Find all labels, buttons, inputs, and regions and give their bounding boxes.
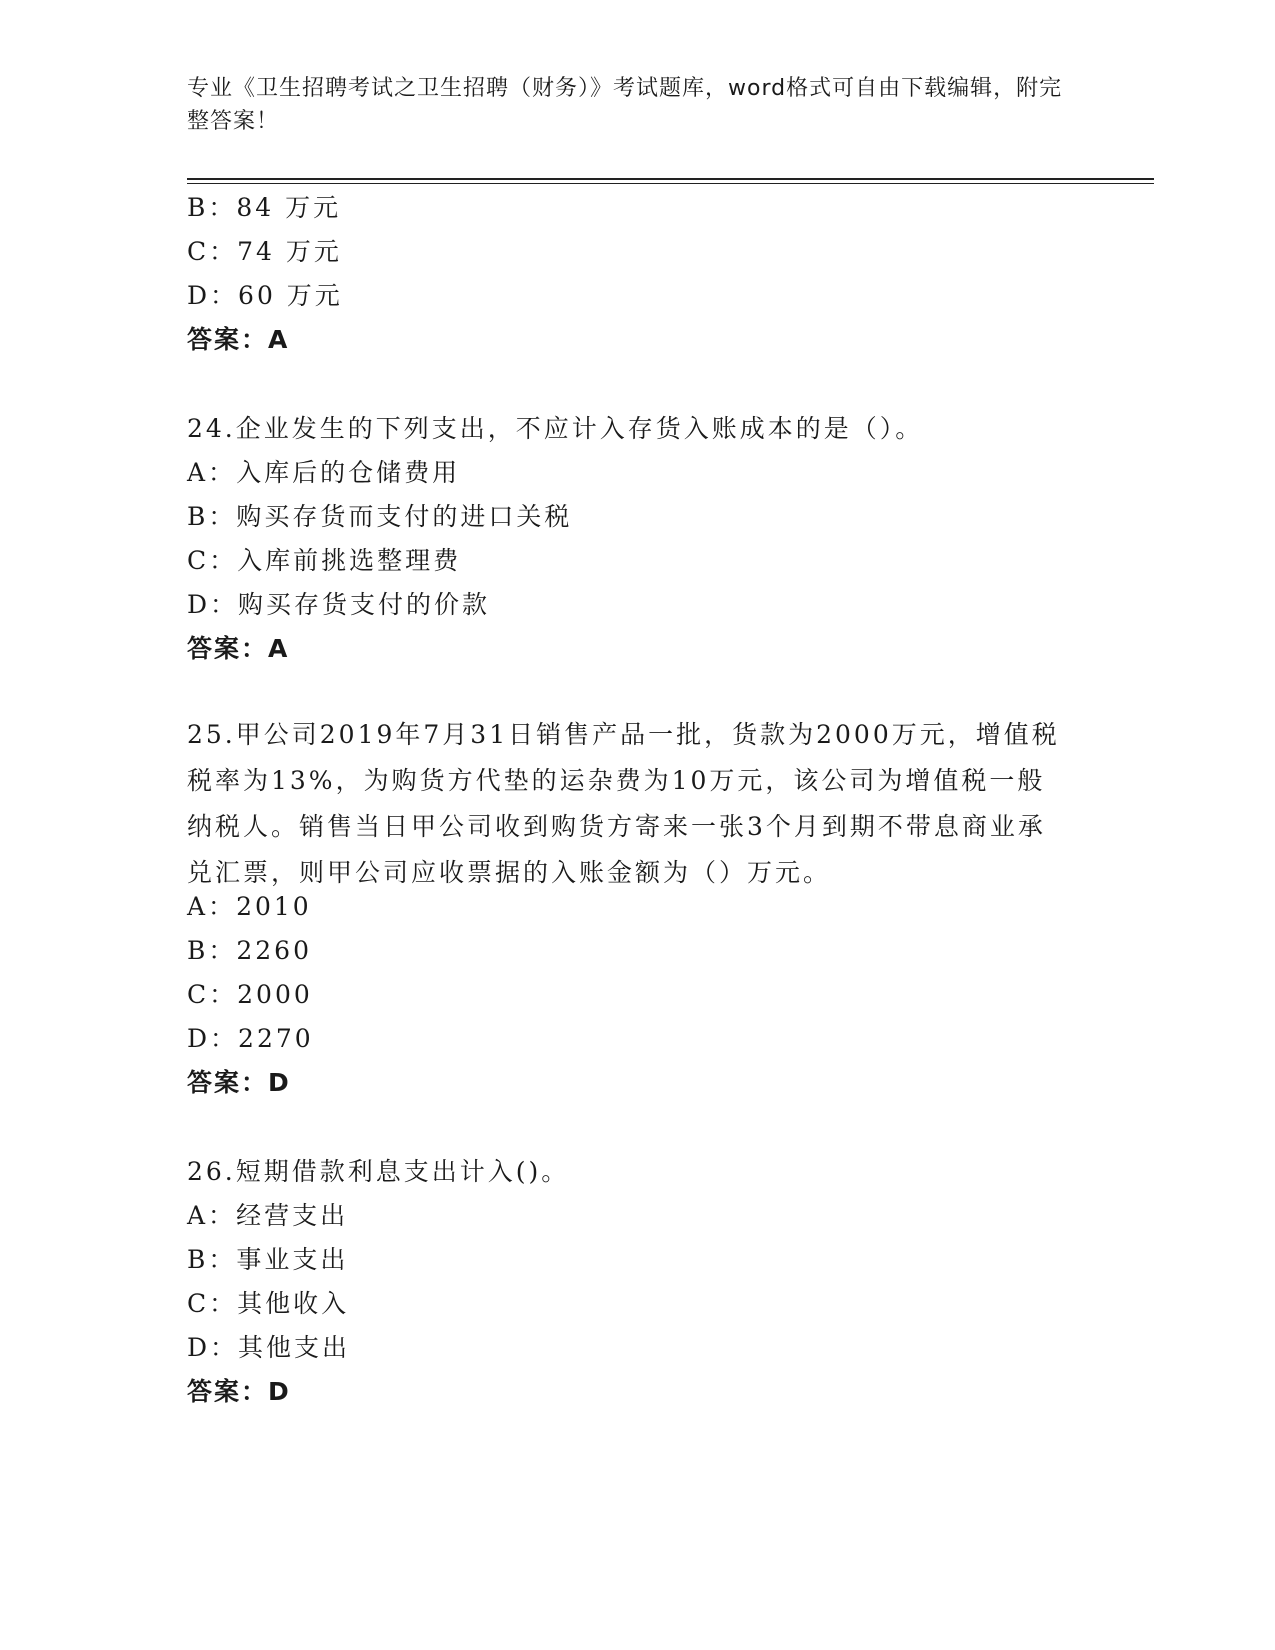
option-label: A： (187, 892, 237, 921)
option-text: 入库前挑选整理费 (237, 546, 462, 575)
answer: 答案：A (187, 634, 290, 663)
option-label: B： (187, 936, 237, 965)
option-label: D： (187, 1333, 239, 1362)
option-text: 事业支出 (236, 1245, 349, 1274)
question-stem: 25.甲公司2019年7月31日销售产品一批，货款为2000万元，增值税税率为13%，为购货方代垫的运杂费为10万元，该公司为增值税一般纳税人。销售当日甲公司收到购货方寄来一张3个月到期不带息商业承兑汇票，则甲公司应收票据的入账金额为（）万元。 (187, 720, 1060, 887)
option-a (187, 892, 312, 922)
option-b (187, 936, 312, 966)
question-stem: 24.企业发生的下列支出，不应计入存货入账成本的是（）。 (187, 414, 924, 443)
option-a (187, 458, 460, 488)
option-text: 其他支出 (238, 1333, 351, 1362)
option-d (187, 1024, 314, 1054)
option-label: A： (187, 1201, 237, 1230)
option-label: B： (187, 502, 237, 531)
answer: 答案：A (187, 325, 290, 354)
option-text: 2010 (236, 892, 312, 921)
option-text: 2000 (237, 980, 313, 1009)
option-c (187, 980, 313, 1010)
option-text: 购买存货而支付的进口关税 (236, 502, 573, 531)
option-d (187, 590, 490, 620)
option-b (187, 193, 341, 223)
option-text: 购买存货支付的价款 (238, 590, 491, 619)
answer: 答案：D (187, 1377, 291, 1406)
question-stem: 26.短期借款利息支出计入()。 (187, 1157, 570, 1186)
option-text: 入库后的仓储费用 (236, 458, 461, 487)
option-b (187, 502, 572, 532)
option-label: C： (187, 237, 238, 266)
option-label: D： (187, 1024, 239, 1053)
document-header: 专业《卫生招聘考试之卫生招聘（财务）》考试题库，word格式可自由下载编辑，附完整答案！ (187, 76, 1063, 134)
option-c (187, 546, 461, 576)
option-label: D： (187, 281, 239, 310)
option-c (187, 237, 342, 267)
option-text: 经营支出 (236, 1201, 349, 1230)
option-label: C： (187, 546, 238, 575)
header-divider-thick (187, 178, 1154, 180)
option-c (187, 1289, 349, 1319)
option-text: 其他收入 (237, 1289, 350, 1318)
header-divider-thin (187, 183, 1154, 184)
option-label: C： (187, 980, 238, 1009)
option-label: B： (187, 193, 237, 222)
option-d (187, 281, 343, 311)
answer: 答案：D (187, 1068, 291, 1097)
option-label: D： (187, 590, 239, 619)
option-label: B： (187, 1245, 237, 1274)
option-text: 2270 (238, 1024, 314, 1053)
option-label: A： (187, 458, 237, 487)
option-text: 60 万元 (238, 281, 343, 310)
option-d (187, 1333, 350, 1363)
option-b (187, 1245, 348, 1275)
option-text: 2260 (236, 936, 312, 965)
option-label: C： (187, 1289, 238, 1318)
option-text: 84 万元 (236, 193, 342, 222)
option-text: 74 万元 (237, 237, 342, 266)
option-a (187, 1201, 348, 1231)
